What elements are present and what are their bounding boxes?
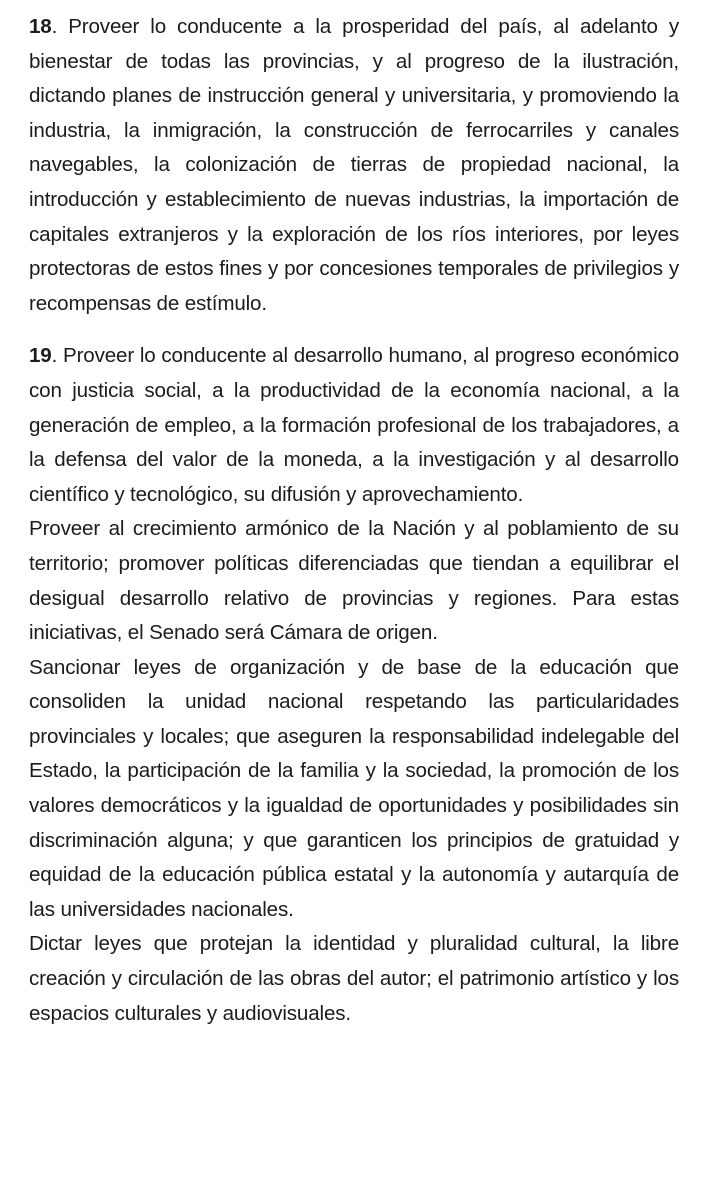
article-text: . Proveer lo conducente al desarrollo humano, al progreso económico con justicia social, a la productividad de la economía nacional, a la generación de empleo, a la formación profesional de los trabajadores, a la defensa del valor de la moneda, a la investigación y al desarrollo científico y tecnológico, su difusión y aprovechamiento. [29, 344, 679, 506]
article-19-paragraph-1 [29, 339, 679, 512]
article-text: . Proveer lo conducente a la prosperidad del país, al adelanto y bienestar de todas las provincias, y al progreso de la ilustración, dictando planes de instrucción general y universitaria, y promoviendo la industria, la inmigración, la construcción de ferrocarriles y canales navegables, la colonización de tierras de propiedad nacional, la introducción y establecimiento de nuevas industrias, la importación de capitales extranjeros y la exploración de los ríos interiores, por leyes protectoras de estos fines y por concesiones temporales de privilegios y recompensas de estímulo. [29, 15, 679, 315]
article-19-paragraph-3: Sancionar leyes de organización y de base de la educación que consoliden la unidad nacional respetando las particularidades provinciales y locales; que aseguren la responsabilidad indelegable del Estado, la participación de la familia y la sociedad, la promoción de los valores democráticos y la igualdad de oportunidades y posibilidades sin discriminación alguna; y que garanticen los principios de gratuidad y equidad de la educación pública estatal y la autonomía y autarquía de las universidades nacionales. [29, 655, 679, 921]
article-number: 18 [29, 15, 52, 38]
article-18-paragraph [29, 10, 679, 321]
document-body [29, 10, 679, 1031]
article-number: 19 [29, 344, 52, 368]
article-19-paragraph-4: Dictar leyes que protejan la identidad y pluralidad cultural, la libre creación y circulación de las obras del autor; el patrimonio artístico y los espacios culturales y audiovisuales. [29, 932, 679, 1025]
article-19-paragraph-2: Proveer al crecimiento armónico de la Nación y al poblamiento de su territorio; promover políticas diferenciadas que tiendan a equilibrar el desigual desarrollo relativo de provincias y regiones. Para estas iniciativas, el Senado será Cámara de origen. [29, 517, 679, 645]
